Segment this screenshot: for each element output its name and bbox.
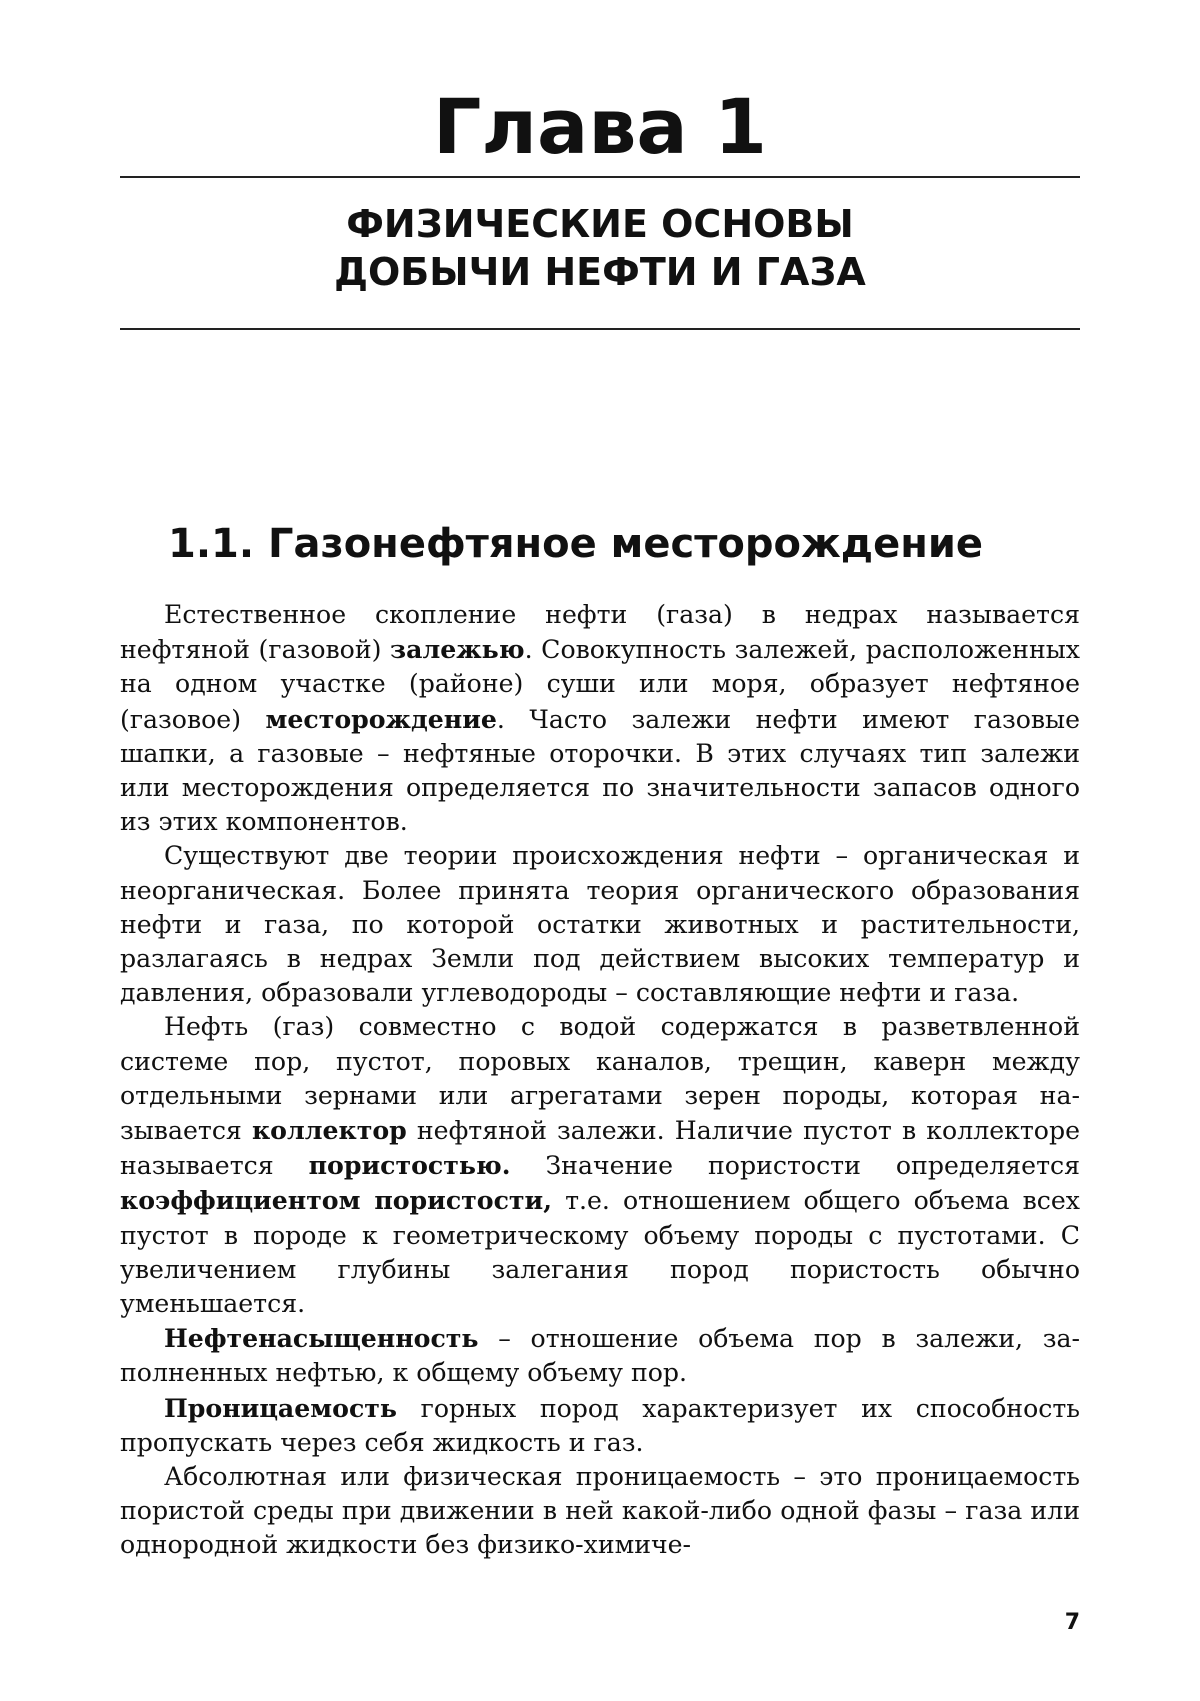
paragraph-6 <box>120 1460 1080 1563</box>
paragraph-1-text-2: . Совокупность залежей, расположенных на одном участке (районе) суши или моря, образует нефтяное (газовое) <box>120 635 1080 734</box>
book-page <box>120 0 1080 1701</box>
chapter-rule-top <box>120 176 1080 178</box>
chapter-title: Глава 1 <box>432 82 768 171</box>
paragraph-3-text-4: т.е. отношением общего объема всех пустот в породе к геометрическому объему породы с пустотами. С увеличением глубины залегания пород пористость обычно уменьшается. <box>120 1186 1080 1319</box>
paragraph-4-text-1: – отношение объема пор в залежи, заполненных нефтью, к общему объему пор. <box>120 1324 1080 1388</box>
paragraph-1-text-3: . Часто залежи нефти имеют газовые шапки, а газовые – нефтяные оторочки. В этих случаях тип залежи или месторождения определяется по значительности запасов одного из этих компонентов. <box>120 704 1080 837</box>
paragraph-1 <box>120 598 1080 839</box>
section-title: 1.1. Газонефтяное месторождение <box>168 521 984 567</box>
paragraph-6-text-1: Абсолютная или физическая проницаемость – это проницаемость пористой среды при движении в ней какой-либо одной фазы – газа или однородной жидкости без физико-химиче- <box>120 1462 1080 1560</box>
paragraph-2-text-1: Существуют две теории происхождения нефти – органическая и неорганическая. Более принята теория органического образования нефти и газа, по которой остатки животных и растительности, разлагаясь в недрах Земли под действием высоких температур и давления, образовали углеводороды – составляющие нефти и газа. <box>120 841 1080 1008</box>
term-pronitsaemost: Проницаемость <box>164 1392 397 1423</box>
term-poristost: пористостью. <box>308 1150 511 1181</box>
chapter-subtitle-line-2: ДОБЫЧИ НЕФТИ И ГАЗА <box>334 250 866 294</box>
paragraph-2 <box>120 839 1080 1010</box>
paragraph-1-text-1: Естественное скопление нефти (газа) в недрах называется нефтяной (газовой) <box>120 600 1080 665</box>
paragraph-5-text-1: горных пород характеризует их способность пропускать через себя жидкость и газ. <box>120 1393 1080 1457</box>
body-text <box>120 598 1080 1563</box>
paragraph-3 <box>120 1010 1080 1321</box>
chapter-rule-bottom <box>120 328 1080 330</box>
term-kollektor: коллектор <box>251 1115 407 1146</box>
paragraph-4 <box>120 1321 1080 1390</box>
term-neftenasyshchennost: Нефтенасыщенность <box>164 1323 479 1354</box>
term-koeff-poristosti: коэффициентом пористости, <box>120 1185 552 1216</box>
paragraph-3-text-2: нефтяной залежи. Наличие пустот в коллекторе называется <box>120 1116 1080 1181</box>
term-zalezh: залежью <box>390 634 525 665</box>
chapter-subtitle <box>120 200 1080 296</box>
paragraph-3-text-1: Нефть (газ) совместно с водой содержатся в разветвленной системе пор, пустот, поровых каналов, трещин, каверн между отдельными зернами или агрегатами зерен породы, которая называется <box>120 1012 1080 1146</box>
page-number: 7 <box>1064 1610 1080 1635</box>
term-mestorozhdenie: месторождение <box>265 703 497 734</box>
paragraph-5 <box>120 1391 1080 1460</box>
chapter-subtitle-line-1: ФИЗИЧЕСКИЕ ОСНОВЫ <box>346 202 854 246</box>
paragraph-3-text-3: Значение пористости определяется <box>510 1151 1080 1181</box>
